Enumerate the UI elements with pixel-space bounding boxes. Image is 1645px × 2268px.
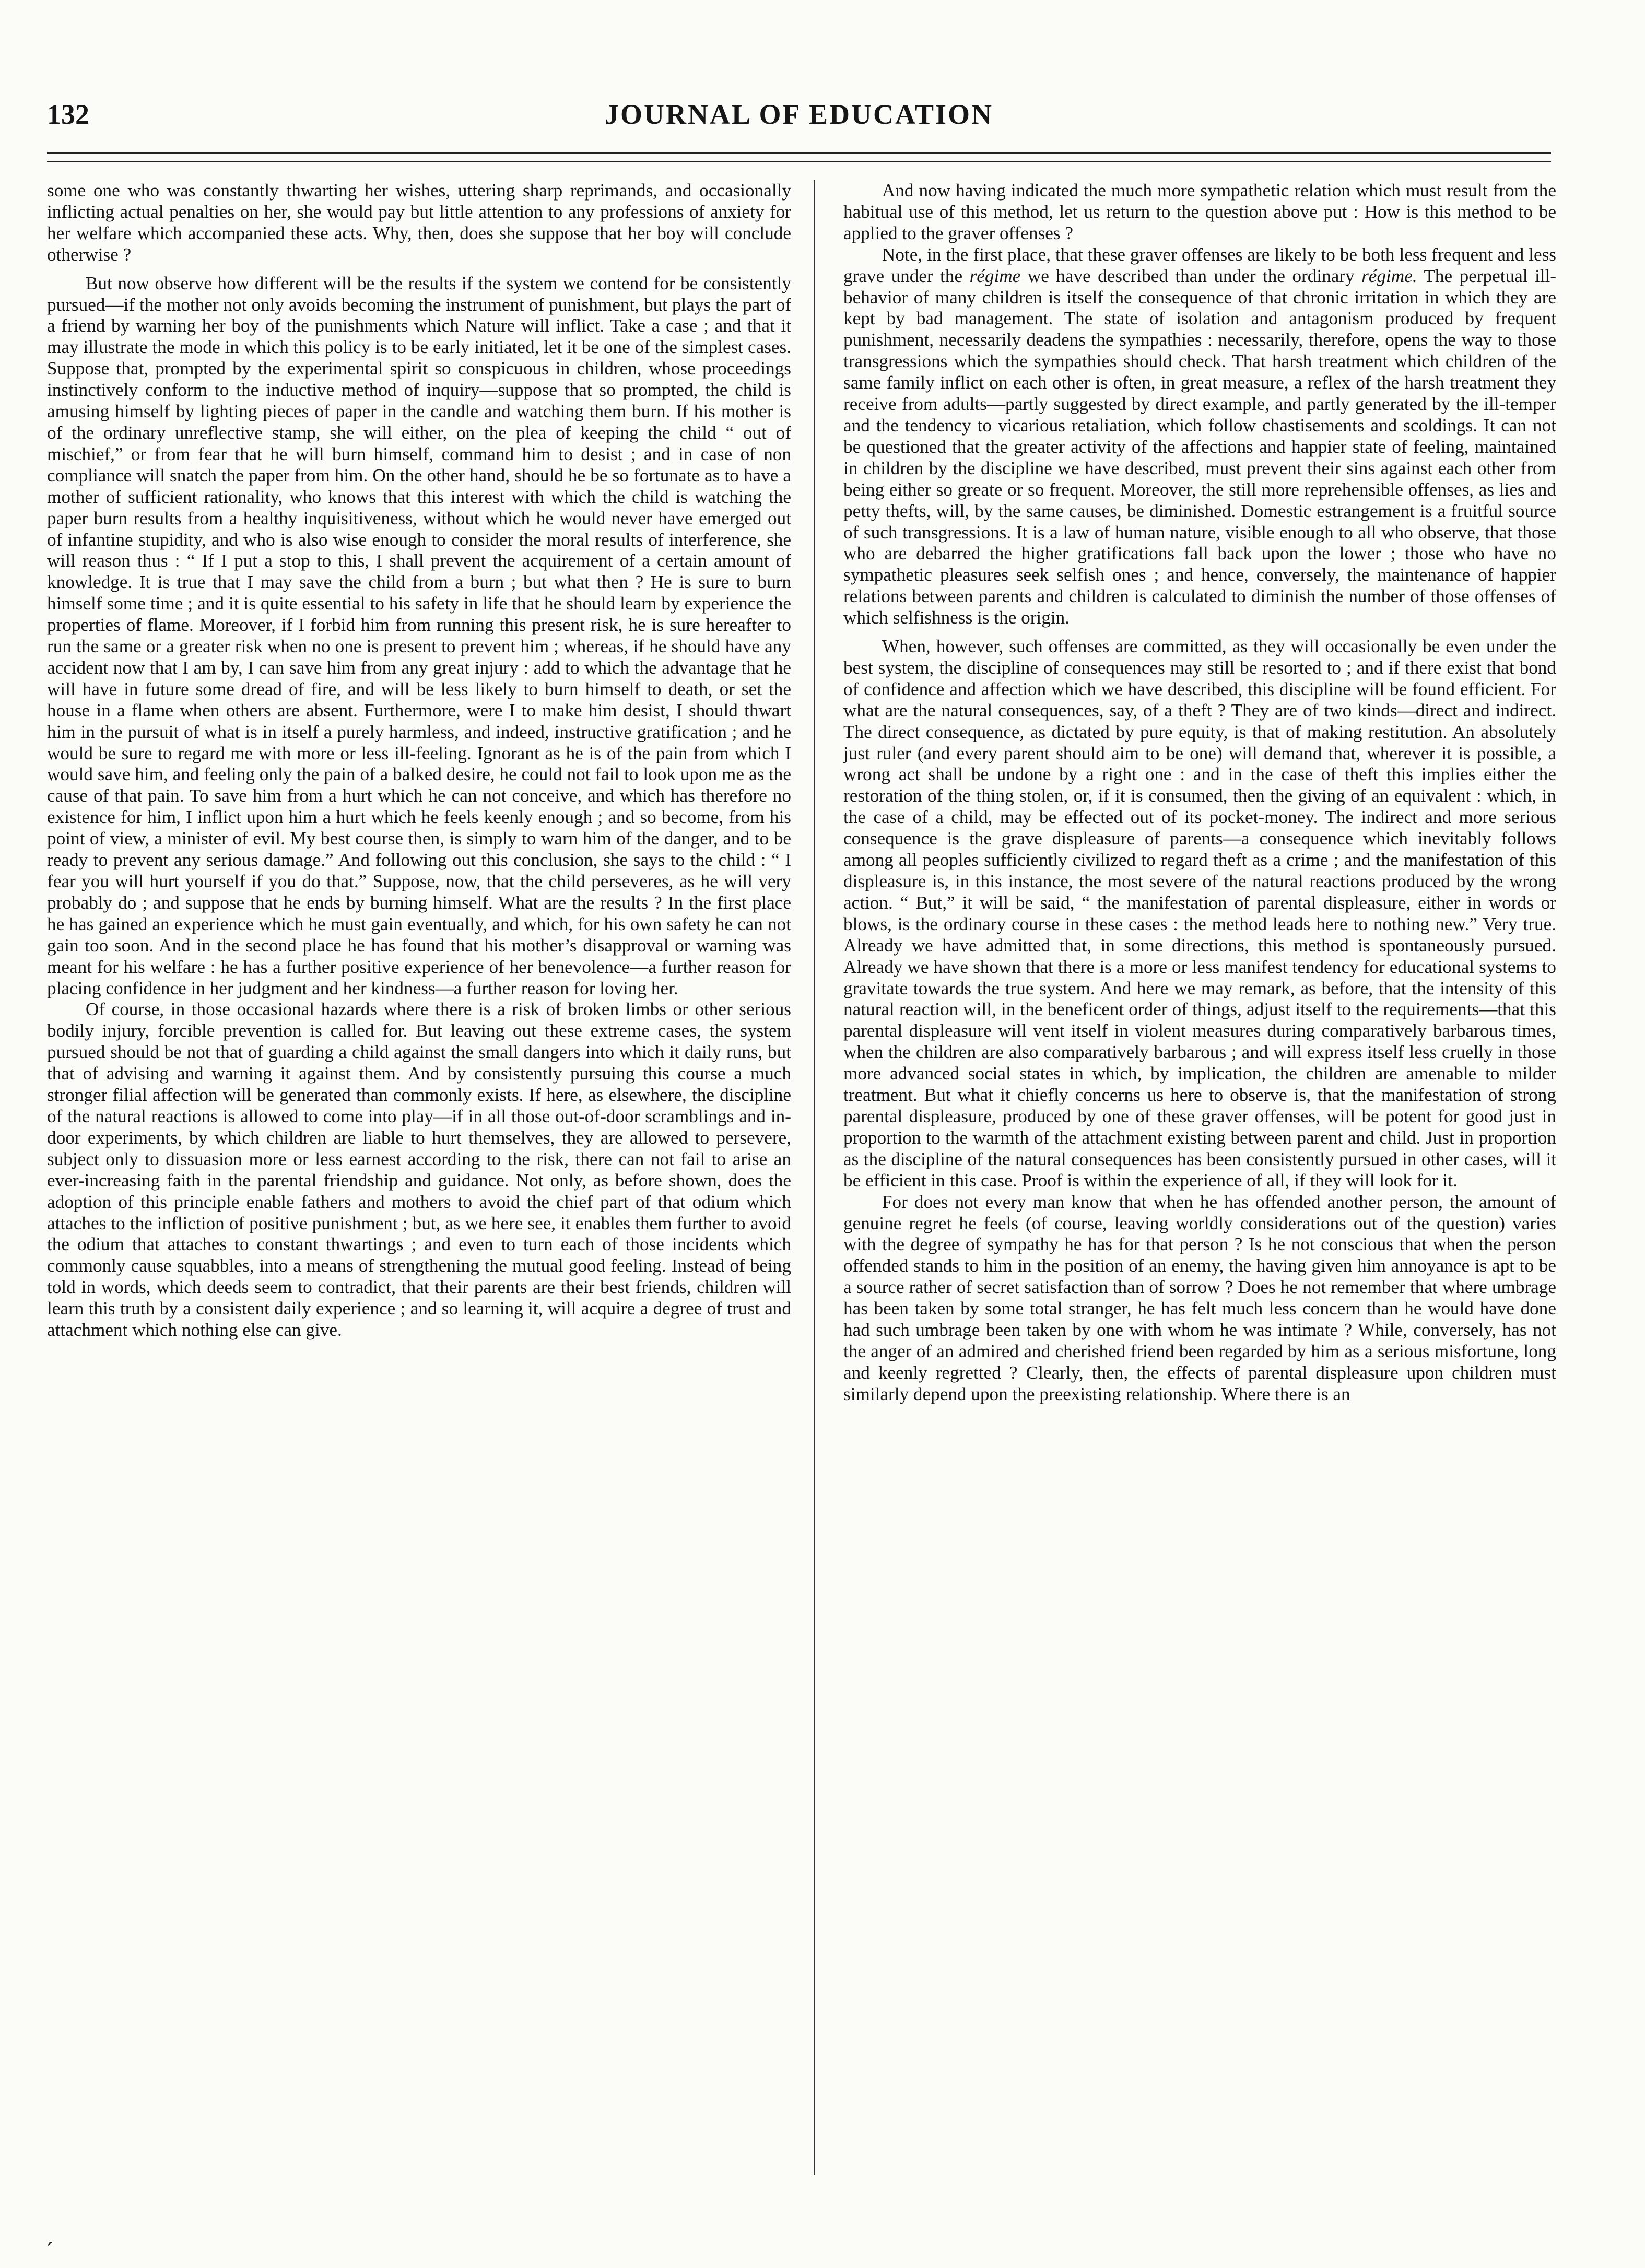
column-divider [814, 180, 815, 2175]
right-paragraph-4: For does not every man know that when he has offended another person, the amount of genuine regret he feels (of course, leaving worldly considerations out of the question) varies with the degree of sympathy he has for that person ? Is he not conscious that when the person offended stands to him in the position of an enemy, the having given him annoyance is apt to be a source rather of secret satisfaction than of sorrow ? Does he not remember that where umbrage has been taken by some total stranger, he has felt much less concern than he would have done had such umbrage been taken by one with whom he was intimate ? While, conversely, has not the anger of an admired and cherished friend been regarded by him as a serious misfortune, long and keenly regretted ? Clearly, then, the effects of parental displeasure upon children must similarly depend upon the preexisting relationship. Where there is an [843, 1191, 1556, 1404]
right-paragraph-2-part-c: The perpetual ill-behavior of many children is itself the consequence of that chronic irritation in which they are kept by bad management. The state of isolation and antagonism produced by frequent punishment, necessarily deadens the sympathies : necessarily, therefore, opens the way to those transgressions which the sympathies should check. That harsh treatment which children of the same family inflict on each other is often, in great measure, a reflex of the harsh treatment they receive from adults—partly suggested by direct example, and partly generated by the ill-temper and the tendency to vicarious retaliation, which follow chastisements and scoldings. It can not be questioned that the greater activity of the affections and happier state of feeling, maintained in children by the discipline we have described, must prevent their sins against each other from being either so greate or so frequent. Moreover, the still more reprehensible offenses, as lies and petty thefts, will, by the same causes, be diminished. Domestic estrangement is a fruitful source of such transgressions. It is a law of human nature, visible enough to all who observe, that those who are debarred the higher gratifications fall back upon the lower ; those who have no sympathetic pleasures seek selfish ones ; and hence, conversely, the maintenance of happier relations between parents and children is calculated to diminish the number of those offenses of which selfishness is the origin. [843, 265, 1556, 628]
regime-italic-1: régime [969, 265, 1021, 286]
running-head: JOURNAL OF EDUCATION [604, 99, 994, 130]
corner-mark: ´ [46, 2238, 53, 2262]
right-paragraph-2 [843, 244, 1556, 629]
page-number: 132 [47, 99, 89, 130]
right-paragraph-1: And now having indicated the much more sympathetic relation which must result from the habitual use of this method, let us return to the question above put : How is this method to be applied to the graver offenses ? [843, 180, 1556, 243]
right-paragraph-2-part-a: Note, in the first place, that these graver offenses are likely to be both less frequent and less grave under the [843, 244, 1556, 286]
right-paragraph-3: When, however, such offenses are committed, as they will occasionally be even under the best system, the discipline of consequences may still be resorted to ; and if there exist that bond of confidence and affection which we have described, this discipline will be found efficient. For what are the natural consequences, say, of a theft ? They are of two kinds—direct and indirect. The direct consequence, as dictated by pure equity, is that of making restitution. An absolutely just ruler (and every parent should aim to be one) will demand that, wherever it is possible, a wrong act shall be undone by a right one : and in the case of theft this implies either the restoration of the thing stolen, or, if it is consumed, then the giving of an equivalent : which, in the case of a child, may be effected out of its pocket-money. The indirect and more serious consequence is the grave displeasure of parents—a consequence which inevitably follows among all peoples sufficiently civilized to regard theft as a crime ; and the manifestation of this displeasure is, in this instance, the most severe of the natural reactions produced by the wrong action. “ But,” it will be said, “ the manifestation of parental displeasure, either in words or blows, is the ordinary course in these cases : the method leads here to nothing new.” Very true. Already we have admitted that, in some directions, this method is spontaneously pursued. Already we have shown that there is a more or less manifest tendency for educational systems to gravitate towards the true system. And here we may remark, as before, that the intensity of this natural reaction will, in the beneficent order of things, adjust itself to the requirements—that this parental displeasure will vent itself in violent measures during comparatively barbarous times, when the children are also comparatively barbarous ; and will express itself less cruelly in those more advanced social states in which, by implication, the children are amenable to milder treatment. But what it chiefly concerns us here to observe is, that the manifestation of strong parental displeasure, produced by one of these graver offenses, will be potent for good just in proportion to the warmth of the attachment existing between parent and child. Just in proportion as the discipline of the natural consequences has been consistently pursued in other cases, will it be efficient in this case. Proof is within the experience of all, if they will look for it. [843, 636, 1556, 1191]
left-paragraph-1: some one who was constantly thwarting her wishes, uttering sharp reprimands, and occasionally inflicting actual penalties on her, she would pay but little attention to any professions of anxiety for her welfare which accompanied these acts. Why, then, does she suppose that her boy will conclude otherwise ? [47, 180, 791, 265]
left-column [47, 180, 791, 1341]
left-paragraph-3: Of course, in those occasional hazards where there is a risk of broken limbs or other serious bodily injury, forcible prevention is called for. But leaving out these extreme cases, the system pursued should be not that of guarding a child against the small dangers into which it daily runs, but that of advising and warning it against them. And by consistently pursuing this course a much stronger filial affection will be generated than commonly exists. If here, as elsewhere, the discipline of the natural reactions is allowed to come into play—if in all those out-of-door scramblings and in-door experiments, by which children are liable to hurt themselves, they are allowed to persevere, subject only to dissuasion more or less earnest according to the risk, there can not fail to arise an ever-increasing faith in the parental friendship and guidance. Not only, as before shown, does the adoption of this principle enable fathers and mothers to avoid the chief part of that odium which attaches to the infliction of positive punishment ; but, as we here see, it enables them further to avoid the odium that attaches to constant thwartings ; and even to turn each of those incidents which commonly cause squabbles, into a means of strengthening the mutual good feeling. Instead of being told in words, which deeds seem to contradict, that their parents are their best friends, children will learn this truth by a consistent daily experience ; and so learning it, will acquire a degree of trust and attachment which nothing else can give. [47, 999, 791, 1341]
regime-italic-2: régime. [1361, 265, 1417, 286]
page-header [47, 94, 1551, 141]
right-column [843, 180, 1556, 1405]
left-paragraph-2: But now observe how different will be the results if the system we contend for be consistently pursued—if the mother not only avoids becoming the instrument of punishment, but plays the part of a friend by warning her boy of the punishments which Nature will inflict. Take a case ; and that it may illustrate the mode in which this policy is to be early initiated, let it be one of the simplest cases. Suppose that, prompted by the experimental spirit so conspicuous in children, whose proceedings instinctively conform to the inductive method of inquiry—suppose that so prompted, the child is amusing himself by lighting pieces of paper in the candle and watching them burn. If his mother is of the ordinary unreflective stamp, she will either, on the plea of keeping the child “ out of mischief,” or from fear that he will burn himself, command him to desist ; and in case of non compliance will snatch the paper from him. On the other hand, should he be so fortunate as to have a mother of sufficient rationality, who knows that this interest with which the child is watching the paper burn results from a healthy inquisitiveness, without which he would never have emerged out of infantine stupidity, and who is also wise enough to consider the moral results of interference, she will reason thus : “ If I put a stop to this, I shall prevent the acquirement of a certain amount of knowledge. It is true that I may save the child from a burn ; but what then ? He is sure to burn himself some time ; and it is quite essential to his safety in life that he should learn by experience the properties of flame. Moreover, if I forbid him from running this present risk, he is sure hereafter to run the same or a greater risk when no one is present to prevent him ; whereas, if he should have any accident now that I am by, I can save him from any great injury : add to which the advantage that he will have in future some dread of fire, and will be less likely to burn himself to death, or set the house in a flame when others are absent. Furthermore, were I to make him desist, I should thwart him in the pursuit of what is in itself a purely harmless, and indeed, instructive gratification ; and he would be sure to regard me with more or less ill-feeling. Ignorant as he is of the pain from which I would save him, and feeling only the pain of a balked desire, he could not fail to look upon me as the cause of that pain. To save him from a hurt which he can not conceive, and which has therefore no existence for him, I inflict upon him a hurt which he feels keenly enough ; and so become, from his point of view, a minister of evil. My best course then, is simply to warn him of the danger, and to be ready to prevent any serious damage.” And following out this conclusion, she says to the child : “ I fear you will hurt yourself if you do that.” Suppose, now, that the child perseveres, as he will very probably do ; and suppose that he ends by burning himself. What are the results ? In the first place he has gained an experience which he must gain eventually, and which, for his own safety he can not gain too soon. And in the second place he has found that his mother’s disapproval or warning was meant for his welfare : he has a further positive experience of her benevolence—a further reason for placing confidence in her judgment and her kindness—a further reason for loving her. [47, 273, 791, 998]
header-rule [47, 152, 1551, 162]
right-paragraph-2-part-b: we have described than under the ordinary [1020, 265, 1362, 286]
